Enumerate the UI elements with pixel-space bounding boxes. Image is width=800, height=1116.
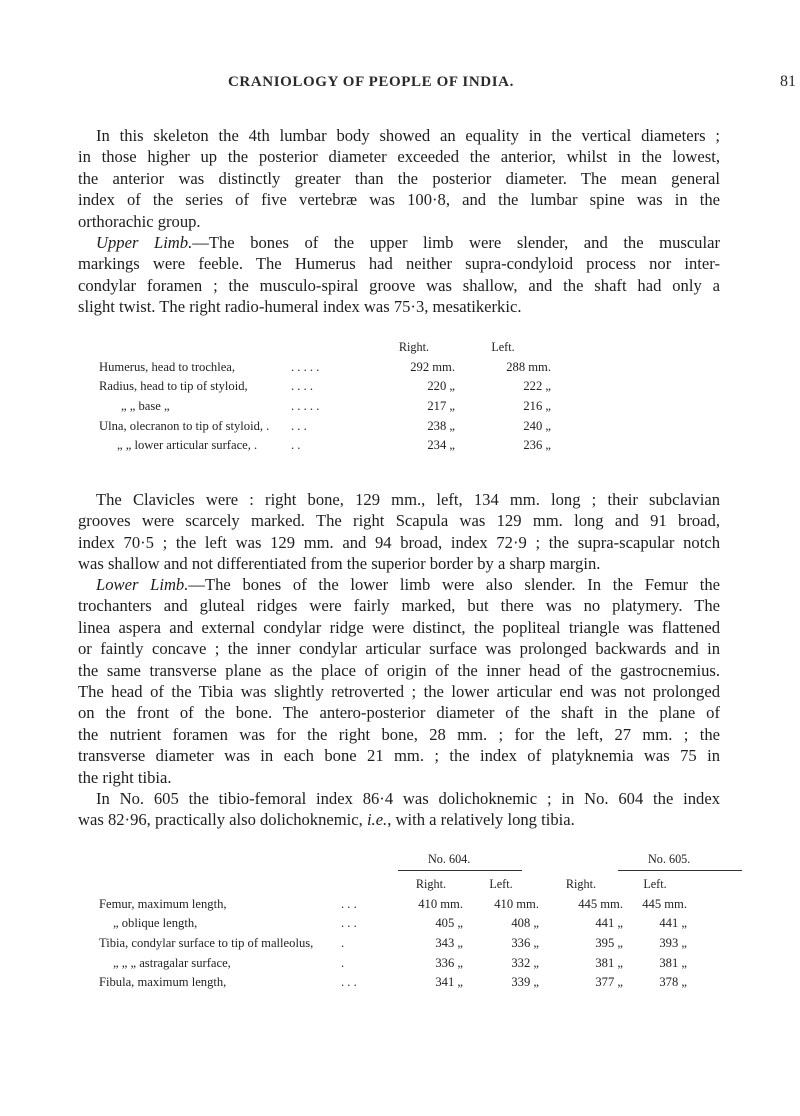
text-line: The Clavicles were : right bone, 129 mm., left, 134 mm. long ; their subclavian [96, 490, 720, 509]
text-line: was 82·96, practically also dolichoknemic, i.e., with a relatively long tibia. [78, 810, 575, 830]
table-row: „ „ lower articular surface, . . . 234 „ 236 „ [117, 438, 551, 453]
text-line: The head of the Tibia was slightly retroverted ; the lower articular end was not prolonged [78, 682, 720, 702]
column-header-right: Right. [565, 877, 597, 892]
paragraph-vertebrae [78, 125, 720, 232]
paragraph-upper-limb [78, 232, 720, 318]
table-row: „ „ „ astragalar surface, . 336 „ 332 „ 381 „ 381 „ [113, 955, 687, 970]
section-heading-lower-limb: Lower Limb. [96, 575, 189, 594]
running-title: CRANIOLOGY OF PEOPLE OF INDIA. [228, 74, 514, 90]
page-header [110, 72, 800, 96]
text-line: the same transverse plane as the place of origin of the inner head of the gastrocnemius. [78, 660, 720, 680]
text-line: orthorachic group. [78, 211, 201, 231]
document-page: CRANIOLOGY OF PEOPLE OF INDIA. 81 In this skeleton the 4th lumbar body showed an equality in the vertical diameters ; in those higher up the posterior diameter exceeded the anterior, whilst in the lowest, the anterior was distinctly greater than the posterior diameter. The mean general index of the series of five vertebræ was 100·8, and the lumbar spine was in the orthorachic group. Upper Limb.—The bones of the upper limb were slender, and the muscular markings were feeble. The Humerus had neither supra-condyloid process nor inter- condylar foramen ; the musculo-spiral groove was shallow, and the shaft had only a slight twist. The right radio-humeral index was 75·3, mesatikerkic. Right. Left. Humerus, head to trochlea, . . . . . 292 mm. 288 mm. Radius, head to tip of styloid, . . . . 220 „ 222 „ „ „ base „ . . . . . 217 „ 216 „ Ulna, olecranon to tip of styloid, . . . . 238 „ 240 „ „ „ lower articular surface, . . . 234 „ 236 „ The Clavicles were : right bone, 129 mm., left, 134 mm. long ; their subclavian grooves were scarcely marked. The right Scapula was 129 mm. long and 91 broad, index 70·5 ; the left was 129 mm. and 94 broad, index 72·9 ; the supra-scapular notch was shallow and not differentiated from the superior border by a sharp margin. Lower Limb.—The bones of the lower limb were also slender. In the Femur the trochanters and gluteal ridges were fairly marked, but there was no platymery. The linea aspera and external condylar ridge were distinct, the popliteal triangle was flattened or faintly concave ; the inner condylar articular surface was prolonged backwards and in the same transverse plane as the place of origin of the inner head of the gastrocnemius. The head of the Tibia was slightly retroverted ; the lower articular end was not prolonged on the front of the bone. The antero-posterior diameter of the shaft in the plane of the nutrient foramen was for the right bone, 28 mm. ; for the left, 27 mm. ; the transverse diameter was in each bone 21 mm. ; the index of platyknemia was 75 in the right tibia. In No. 605 the tibio-femoral index 86·4 was dolichoknemic ; in No. 604 the index was 82·96, practically also dolichoknemic, i.e., with a relatively long tibia. No. 604. No. 605. Right. Left. Right. Left. Femur, maximum length, . . . 410 mm. 410 mm. 445 mm. 445 mm. „ oblique length, . . . 405 „ 408 „ 441 „ 441 „ Tibia, condylar surface to tip of malleolus, . 343 „ 336 „ 395 „ 393 „ „ „ „ astragalar surface, . 336 „ 332 „ 381 „ 381 „ Fibula, maximum length, . . . 341 „ 339 „ 377 „ 378 „ [0, 0, 800, 1116]
page-number: 81 [780, 73, 796, 90]
text-line: Lower Limb.—The bones of the lower limb were also slender. In the Femur the [96, 575, 720, 594]
paragraph-clavicles [78, 489, 720, 575]
text-line: markings were feeble. The Humerus had neither supra-condyloid process nor inter- [78, 254, 720, 274]
text-line: In this skeleton the 4th lumbar body showed an equality in the vertical diameters ; [96, 126, 720, 145]
text-line: In No. 605 the tibio-femoral index 86·4 was dolichoknemic ; in No. 604 the index [96, 789, 720, 808]
text-line: index of the series of five vertebræ was 100·8, and the lumbar spine was in the [78, 190, 720, 210]
column-header-right: Right. [415, 877, 447, 892]
table-row: „ „ base „ . . . . . 217 „ 216 „ [121, 399, 551, 414]
table-header-row [99, 338, 551, 358]
table-row: Fibula, maximum length, . . . 341 „ 339 „ 377 „ 378 „ [99, 975, 687, 990]
table-row: Radius, head to tip of styloid, . . . . 220 „ 222 „ [99, 379, 551, 394]
table-header-row [99, 875, 687, 895]
text-line: the right tibia. [78, 767, 172, 787]
text-line: trochanters and gluteal ridges were fairly marked, but there was no platymery. The [78, 596, 720, 616]
text-line: linea aspera and external condylar ridge were distinct, the popliteal triangle was flattened [78, 617, 720, 637]
paragraph-tibio-femoral [78, 788, 720, 831]
table-row: Femur, maximum length, . . . 410 mm. 410 mm. 445 mm. 445 mm. [99, 896, 687, 911]
text-line: condylar foramen ; the musculo-spiral groove was shallow, and the shaft had only a [78, 275, 720, 295]
text-line: in those higher up the posterior diameter exceeded the anterior, whilst in the lowest, [78, 147, 720, 167]
column-header-right: Right. [398, 340, 430, 355]
table-row: „ oblique length, . . . 405 „ 408 „ 441 „ 441 „ [113, 916, 687, 931]
table-row: Ulna, olecranon to tip of styloid, . . . . 238 „ 240 „ [99, 418, 551, 433]
section-heading-upper-limb: Upper Limb. [96, 233, 193, 252]
table-row: Tibia, condylar surface to tip of malleolus, . 343 „ 336 „ 395 „ 393 „ [99, 936, 687, 951]
text-line: the anterior was distinctly greater than the posterior diameter. The mean general [78, 168, 720, 188]
column-header-left: Left. [491, 340, 515, 355]
column-header-left: Left. [643, 877, 667, 892]
text-line: on the front of the bone. The antero-posterior diameter of the shaft in the plane of [78, 703, 720, 723]
text-line: index 70·5 ; the left was 129 mm. and 94 broad, index 72·9 ; the supra-scapular notch [78, 532, 720, 552]
text-line: the nutrient foramen was for the right bone, 28 mm. ; for the left, 27 mm. ; the [78, 724, 720, 744]
text-line: transverse diameter was in each bone 21 mm. ; the index of platyknemia was 75 in [78, 746, 720, 766]
table-row: Humerus, head to trochlea, . . . . . 292 mm. 288 mm. [99, 359, 551, 374]
text-line: grooves were scarcely marked. The right Scapula was 129 mm. long and 91 broad, [78, 511, 720, 531]
text-line: slight twist. The right radio-humeral index was 75·3, mesatikerkic. [78, 297, 522, 317]
text-line: Upper Limb.—The bones of the upper limb were slender, and the muscular [96, 233, 720, 252]
column-header-left: Left. [489, 877, 513, 892]
paragraph-lower-limb [78, 574, 720, 788]
text-line: or faintly concave ; the inner condylar articular surface was prolonged backwards and in [78, 639, 720, 659]
text-line: was shallow and not differentiated from the superior border by a sharp margin. [78, 554, 601, 574]
lower-limb-table [99, 875, 687, 993]
upper-limb-table [99, 338, 551, 456]
